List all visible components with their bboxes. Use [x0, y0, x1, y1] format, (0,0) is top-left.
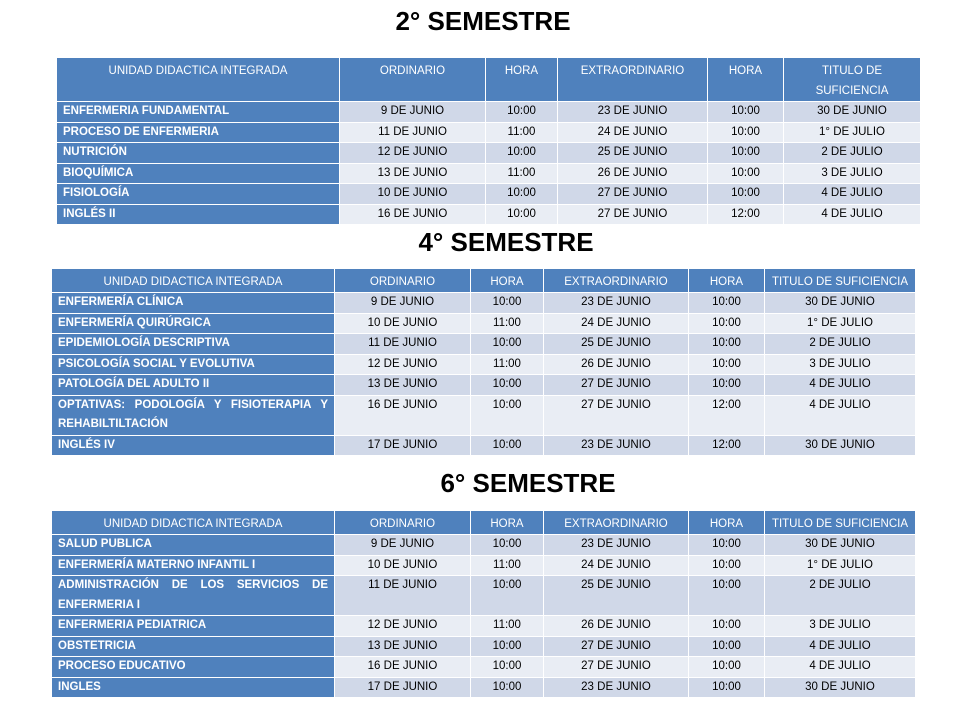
table-row: [52, 576, 915, 616]
cell-subject: PATOLOGÍA DEL ADULTO II: [52, 375, 335, 396]
cell-extraordinario: 26 DE JUNIO: [558, 164, 708, 185]
table-row: [52, 375, 915, 396]
table-row: [57, 164, 920, 185]
cell-hora-extraordinario: 10:00: [689, 375, 765, 396]
cell-titulo-suficiencia: 3 DE JULIO: [765, 355, 915, 376]
header-hora-extraordinario: HORA: [708, 58, 784, 102]
cell-hora-ordinario: 11:00: [471, 314, 544, 335]
semester-4-table: [52, 269, 915, 456]
header-hora-ordinario: HORA: [486, 58, 558, 102]
cell-ordinario: 17 DE JUNIO: [335, 678, 471, 699]
cell-subject: ENFERMERIA PEDIATRICA: [52, 616, 335, 637]
table-header-row: [57, 58, 920, 102]
cell-ordinario: 13 DE JUNIO: [335, 375, 471, 396]
header-extraordinario: EXTRAORDINARIO: [544, 511, 689, 535]
table-header-row: [52, 511, 915, 535]
cell-extraordinario: 27 DE JUNIO: [558, 184, 708, 205]
cell-hora-extraordinario: 10:00: [708, 102, 784, 123]
cell-hora-extraordinario: 10:00: [689, 637, 765, 658]
cell-hora-extraordinario: 12:00: [689, 396, 765, 436]
cell-hora-extraordinario: 10:00: [708, 164, 784, 185]
cell-hora-ordinario: 10:00: [486, 184, 558, 205]
cell-hora-extraordinario: 10:00: [689, 678, 765, 699]
cell-titulo-suficiencia: 4 DE JULIO: [784, 184, 920, 205]
cell-hora-extraordinario: 10:00: [708, 123, 784, 144]
cell-extraordinario: 25 DE JUNIO: [544, 576, 689, 616]
cell-extraordinario: 24 DE JUNIO: [544, 556, 689, 577]
header-ordinario: ORDINARIO: [335, 511, 471, 535]
semester-2-title: 2° SEMESTRE: [395, 6, 571, 36]
header-extraordinario: EXTRAORDINARIO: [544, 269, 689, 293]
header-subject: UNIDAD DIDACTICA INTEGRADA: [52, 511, 335, 535]
header-ordinario: ORDINARIO: [340, 58, 486, 102]
cell-subject: ADMINISTRACIÓN DE LOS SERVICIOS DE ENFERMERIA I: [52, 576, 335, 616]
cell-hora-extraordinario: 12:00: [689, 436, 765, 457]
cell-titulo-suficiencia: 4 DE JULIO: [765, 637, 915, 658]
cell-hora-extraordinario: 10:00: [689, 355, 765, 376]
cell-hora-ordinario: 10:00: [471, 637, 544, 658]
cell-ordinario: 10 DE JUNIO: [335, 556, 471, 577]
cell-hora-ordinario: 10:00: [471, 396, 544, 436]
cell-extraordinario: 25 DE JUNIO: [558, 143, 708, 164]
cell-extraordinario: 24 DE JUNIO: [558, 123, 708, 144]
cell-ordinario: 16 DE JUNIO: [340, 205, 486, 226]
cell-hora-ordinario: 10:00: [471, 375, 544, 396]
cell-extraordinario: 25 DE JUNIO: [544, 334, 689, 355]
table-row: [52, 657, 915, 678]
cell-titulo-suficiencia: 4 DE JULIO: [765, 375, 915, 396]
table-row: [52, 314, 915, 335]
cell-subject: BIOQUÍMICA: [57, 164, 340, 185]
cell-subject: OBSTETRICIA: [52, 637, 335, 658]
cell-subject: OPTATIVAS: PODOLOGÍA Y FISIOTERAPIA Y REHABILTILTACIÓN: [52, 396, 335, 436]
cell-ordinario: 10 DE JUNIO: [340, 184, 486, 205]
cell-extraordinario: 23 DE JUNIO: [544, 293, 689, 314]
cell-titulo-suficiencia: 30 DE JUNIO: [765, 535, 915, 556]
header-titulo-suficiencia: TITULO DE SUFICIENCIA: [784, 58, 920, 102]
cell-hora-extraordinario: 12:00: [708, 205, 784, 226]
cell-extraordinario: 27 DE JUNIO: [544, 637, 689, 658]
cell-subject: EPIDEMIOLOGÍA DESCRIPTIVA: [52, 334, 335, 355]
semester-6-table: [52, 511, 915, 698]
cell-ordinario: 12 DE JUNIO: [335, 616, 471, 637]
cell-ordinario: 13 DE JUNIO: [335, 637, 471, 658]
table-row: [57, 205, 920, 226]
cell-ordinario: 11 DE JUNIO: [335, 576, 471, 616]
cell-hora-extraordinario: 10:00: [689, 314, 765, 335]
cell-hora-ordinario: 10:00: [471, 678, 544, 699]
cell-hora-ordinario: 11:00: [471, 616, 544, 637]
cell-hora-ordinario: 11:00: [471, 556, 544, 577]
cell-ordinario: 17 DE JUNIO: [335, 436, 471, 457]
cell-titulo-suficiencia: 4 DE JULIO: [765, 396, 915, 436]
cell-extraordinario: 23 DE JUNIO: [558, 102, 708, 123]
header-hora-ordinario: HORA: [471, 511, 544, 535]
cell-titulo-suficiencia: 2 DE JULIO: [765, 576, 915, 616]
cell-titulo-suficiencia: 2 DE JULIO: [784, 143, 920, 164]
table-row: [52, 678, 915, 699]
table-row: [52, 334, 915, 355]
cell-hora-extraordinario: 10:00: [689, 293, 765, 314]
table-row: [57, 102, 920, 123]
header-hora-ordinario: HORA: [471, 269, 544, 293]
table-row: [52, 293, 915, 314]
cell-titulo-suficiencia: 2 DE JULIO: [765, 334, 915, 355]
cell-ordinario: 16 DE JUNIO: [335, 657, 471, 678]
header-hora-extraordinario: HORA: [689, 511, 765, 535]
table-row: [57, 123, 920, 144]
header-titulo-suficiencia: TITULO DE SUFICIENCIA: [765, 269, 915, 293]
cell-hora-ordinario: 11:00: [486, 123, 558, 144]
table-row: [52, 436, 915, 457]
cell-titulo-suficiencia: 1° DE JULIO: [765, 556, 915, 577]
cell-ordinario: 13 DE JUNIO: [340, 164, 486, 185]
cell-hora-extraordinario: 10:00: [689, 334, 765, 355]
table-row: [52, 535, 915, 556]
cell-extraordinario: 23 DE JUNIO: [544, 535, 689, 556]
cell-hora-ordinario: 11:00: [471, 355, 544, 376]
header-titulo-suficiencia: TITULO DE SUFICIENCIA: [765, 511, 915, 535]
cell-subject: NUTRICIÓN: [57, 143, 340, 164]
cell-extraordinario: 27 DE JUNIO: [558, 205, 708, 226]
cell-ordinario: 11 DE JUNIO: [340, 123, 486, 144]
header-subject: UNIDAD DIDACTICA INTEGRADA: [52, 269, 335, 293]
cell-subject: FISIOLOGÍA: [57, 184, 340, 205]
table-row: [57, 184, 920, 205]
cell-hora-ordinario: 10:00: [471, 535, 544, 556]
cell-titulo-suficiencia: 3 DE JULIO: [765, 616, 915, 637]
cell-titulo-suficiencia: 4 DE JULIO: [765, 657, 915, 678]
cell-subject: ENFERMERÍA MATERNO INFANTIL I: [52, 556, 335, 577]
cell-titulo-suficiencia: 1° DE JULIO: [784, 123, 920, 144]
cell-subject: ENFERMERÍA CLÍNICA: [52, 293, 335, 314]
cell-hora-extraordinario: 10:00: [689, 657, 765, 678]
cell-subject: ENFERMERÍA QUIRÚRGICA: [52, 314, 335, 335]
table-row: [52, 556, 915, 577]
table-header-row: [52, 269, 915, 293]
cell-hora-ordinario: 11:00: [486, 164, 558, 185]
cell-extraordinario: 27 DE JUNIO: [544, 375, 689, 396]
cell-hora-extraordinario: 10:00: [689, 556, 765, 577]
cell-hora-ordinario: 10:00: [471, 293, 544, 314]
cell-subject: INGLÉS II: [57, 205, 340, 226]
table-row: [52, 396, 915, 436]
cell-subject: INGLES: [52, 678, 335, 699]
cell-hora-extraordinario: 10:00: [689, 576, 765, 616]
cell-titulo-suficiencia: 30 DE JUNIO: [765, 678, 915, 699]
cell-subject: SALUD PUBLICA: [52, 535, 335, 556]
cell-titulo-suficiencia: 1° DE JULIO: [765, 314, 915, 335]
cell-hora-ordinario: 10:00: [486, 143, 558, 164]
cell-hora-ordinario: 10:00: [471, 436, 544, 457]
cell-titulo-suficiencia: 30 DE JUNIO: [765, 436, 915, 457]
cell-extraordinario: 23 DE JUNIO: [544, 436, 689, 457]
cell-titulo-suficiencia: 30 DE JUNIO: [784, 102, 920, 123]
cell-titulo-suficiencia: 4 DE JULIO: [784, 205, 920, 226]
cell-hora-extraordinario: 10:00: [689, 616, 765, 637]
cell-hora-extraordinario: 10:00: [708, 143, 784, 164]
cell-extraordinario: 26 DE JUNIO: [544, 616, 689, 637]
cell-extraordinario: 26 DE JUNIO: [544, 355, 689, 376]
table-row: [52, 355, 915, 376]
cell-hora-ordinario: 10:00: [471, 657, 544, 678]
table-row: [52, 637, 915, 658]
cell-extraordinario: 24 DE JUNIO: [544, 314, 689, 335]
cell-subject: ENFERMERIA FUNDAMENTAL: [57, 102, 340, 123]
header-extraordinario: EXTRAORDINARIO: [558, 58, 708, 102]
cell-ordinario: 9 DE JUNIO: [340, 102, 486, 123]
table-row: [57, 143, 920, 164]
semester-4-title: 4° SEMESTRE: [418, 227, 594, 257]
header-ordinario: ORDINARIO: [335, 269, 471, 293]
cell-hora-ordinario: 10:00: [486, 205, 558, 226]
cell-titulo-suficiencia: 3 DE JULIO: [784, 164, 920, 185]
cell-extraordinario: 27 DE JUNIO: [544, 396, 689, 436]
table-row: [52, 616, 915, 637]
cell-hora-ordinario: 10:00: [471, 334, 544, 355]
cell-subject: INGLÉS IV: [52, 436, 335, 457]
cell-ordinario: 16 DE JUNIO: [335, 396, 471, 436]
cell-ordinario: 10 DE JUNIO: [335, 314, 471, 335]
cell-hora-extraordinario: 10:00: [708, 184, 784, 205]
cell-ordinario: 9 DE JUNIO: [335, 293, 471, 314]
cell-subject: PROCESO DE ENFERMERIA: [57, 123, 340, 144]
cell-hora-ordinario: 10:00: [471, 576, 544, 616]
cell-extraordinario: 27 DE JUNIO: [544, 657, 689, 678]
cell-ordinario: 12 DE JUNIO: [340, 143, 486, 164]
cell-ordinario: 11 DE JUNIO: [335, 334, 471, 355]
cell-hora-ordinario: 10:00: [486, 102, 558, 123]
cell-hora-extraordinario: 10:00: [689, 535, 765, 556]
cell-extraordinario: 23 DE JUNIO: [544, 678, 689, 699]
cell-titulo-suficiencia: 30 DE JUNIO: [765, 293, 915, 314]
semester-2-table: [57, 58, 920, 225]
cell-subject: PSICOLOGÍA SOCIAL Y EVOLUTIVA: [52, 355, 335, 376]
cell-ordinario: 12 DE JUNIO: [335, 355, 471, 376]
semester-6-title: 6° SEMESTRE: [440, 468, 616, 498]
header-subject: UNIDAD DIDACTICA INTEGRADA: [57, 58, 340, 102]
header-hora-extraordinario: HORA: [689, 269, 765, 293]
cell-ordinario: 9 DE JUNIO: [335, 535, 471, 556]
cell-subject: PROCESO EDUCATIVO: [52, 657, 335, 678]
